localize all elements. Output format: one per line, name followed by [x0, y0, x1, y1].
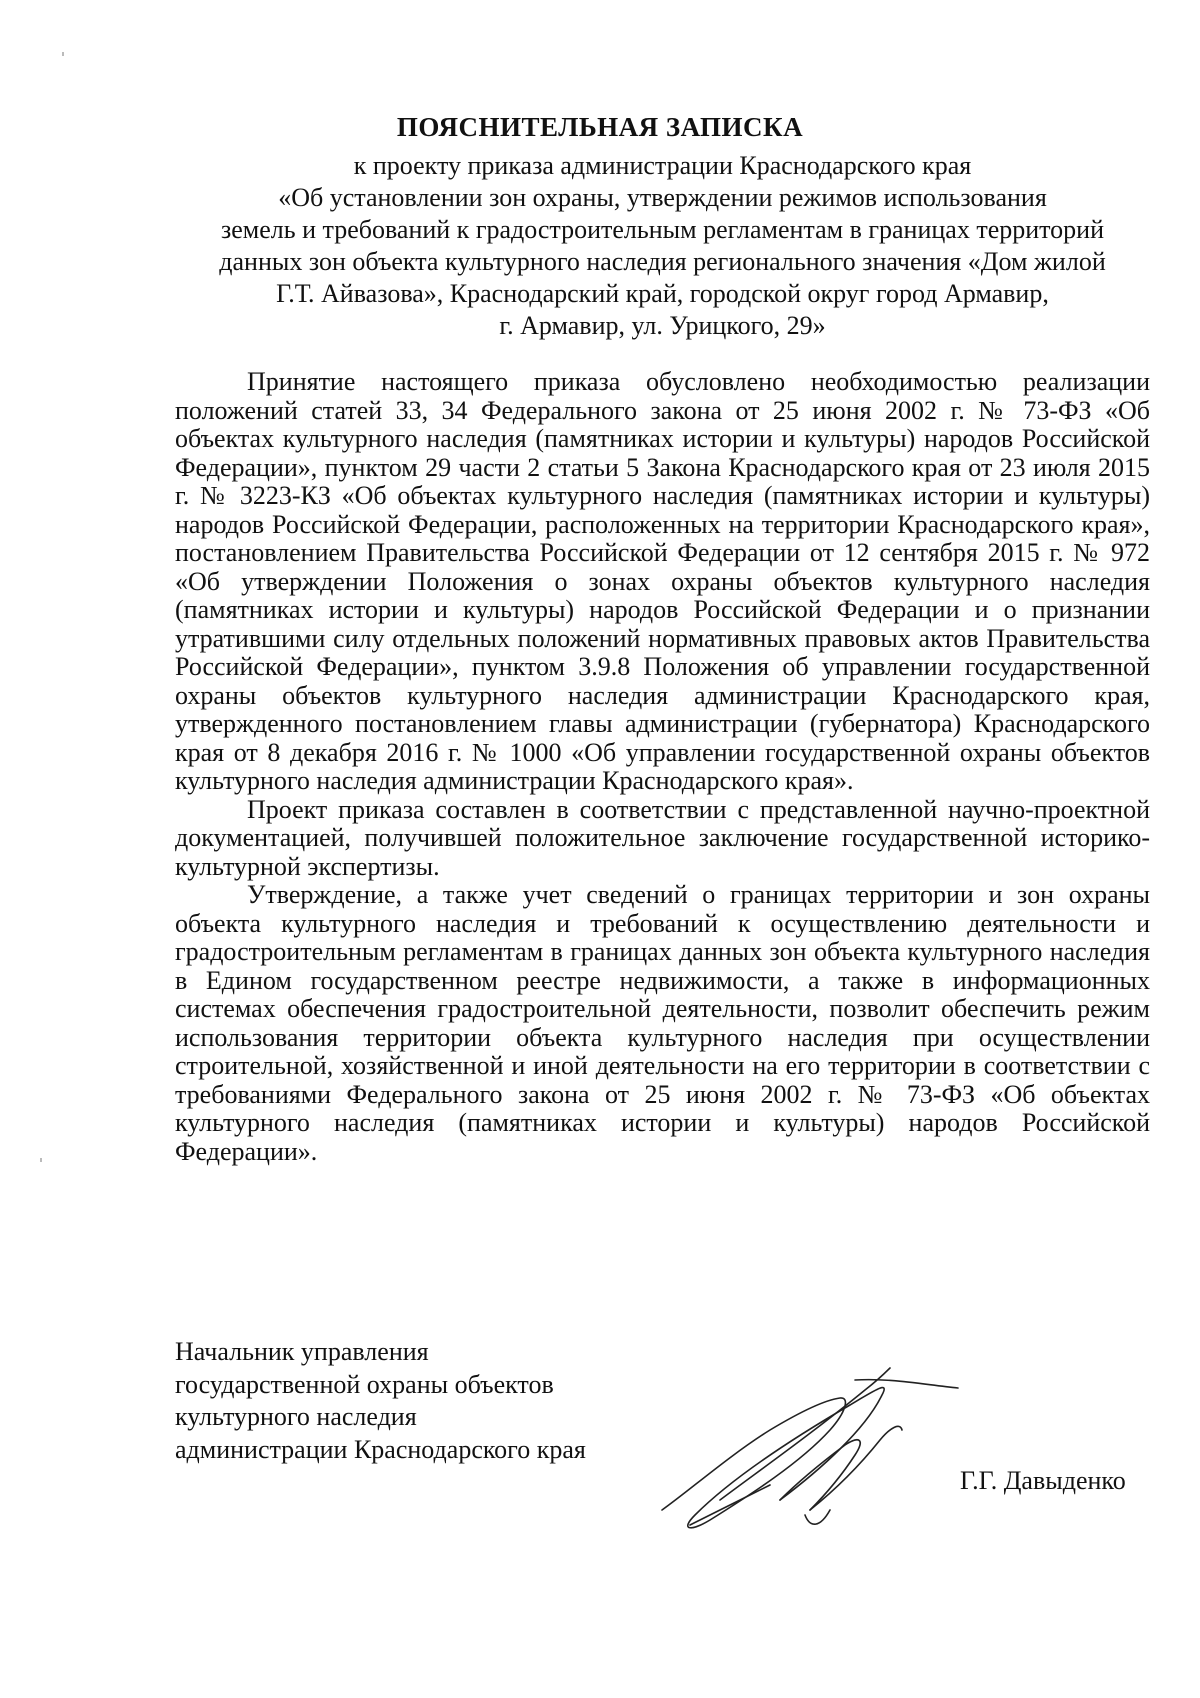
- document-body: [175, 368, 1150, 1166]
- signatory-position-line: администрации Краснодарского края: [175, 1434, 586, 1464]
- subtitle-line: Г.Т. Айвазова», Краснодарский край, городской округ город Армавир,: [276, 279, 1049, 308]
- signatory-position-line: культурного наследия: [175, 1402, 417, 1431]
- subtitle-line: земель и требований к градостроительным регламентам в границах территорий: [220, 215, 1105, 244]
- signatory-position-line: Начальник управления: [175, 1337, 429, 1366]
- body-paragraph: Проект приказа составлен в соответствии с представленной научно-проектной документацией, получившей положительное заключение государственной историко-культурной экспертизы.: [175, 794, 1150, 881]
- signatory-position: [175, 1336, 675, 1466]
- document-subtitle: [175, 150, 1150, 342]
- signatory-position-line: государственной охраны объектов: [175, 1369, 554, 1399]
- handwritten-signature: [650, 1360, 970, 1535]
- body-paragraph: Принятие настоящего приказа обусловлено необходимостью реализации положений статей 33, 34 Федерального закона от 25 июня 2002 г. № 73-ФЗ «Об объектах культурного наследия (памятниках истории и культуры) народов Российской Федерации», пунктом 29 части 2 статьи 5 Закона Краснодарского края от 23 июля 2015 г. № 3223-КЗ «Об объектах культурного наследия (памятниках истории и культуры) народов Российской Федерации, расположенных на территории Краснодарского края», постановлением Правительства Российской Федерации от 12 сентября 2015 г. № 972 «Об утверждении Положения о зонах охраны объектов культурного наследия (памятниках истории и культуры) народов Российской Федерации и о признании утратившими силу отдельных положений нормативных правовых актов Правительства Российской Федерации», пунктом 3.9.8 Положения об управлении государственной охраны объектов культурного наследия администрации Краснодарского края, утвержденного постановлением главы администрации (губернатора) Краснодарского края от 8 декабря 2016 г. № 1000 «Об управлении государственной охраны объектов культурного наследия администрации Краснодарского края».: [175, 367, 1150, 795]
- subtitle-line: к проекту приказа администрации Краснодарского края: [353, 151, 972, 180]
- subtitle-line: г. Армавир, ул. Урицкого, 29»: [499, 311, 826, 340]
- body-paragraph: Утверждение, а также учет сведений о границах территории и зон охраны объекта культурного наследия и требований к осуществлению деятельности и градостроительным регламентам в границах данных зон объекта культурного наследия в Едином государственном реестре недвижимости, а также в информационных системах обеспечения градостроительной деятельности, позволит обеспечить режим использования территории объекта культурного наследия при осуществлении строительной, хозяйственной и иной деятельности на его территории в соответствии с требованиями Федерального закона от 25 июня 2002 г. № 73-ФЗ «Об объектах культурного наследия (памятниках истории и культуры) народов Российской Федерации».: [175, 880, 1150, 1166]
- subtitle-line: данных зон объекта культурного наследия регионального значения «Дом жилой: [219, 247, 1106, 276]
- subtitle-line: «Об установлении зон охраны, утверждении режимов использования: [278, 183, 1047, 212]
- document-title: ПОЯСНИТЕЛЬНАЯ ЗАПИСКА: [396, 112, 804, 142]
- scan-speck: [62, 52, 64, 56]
- scan-speck: [40, 1158, 42, 1162]
- signatory-name: Г.Г. Давыденко: [960, 1466, 1126, 1495]
